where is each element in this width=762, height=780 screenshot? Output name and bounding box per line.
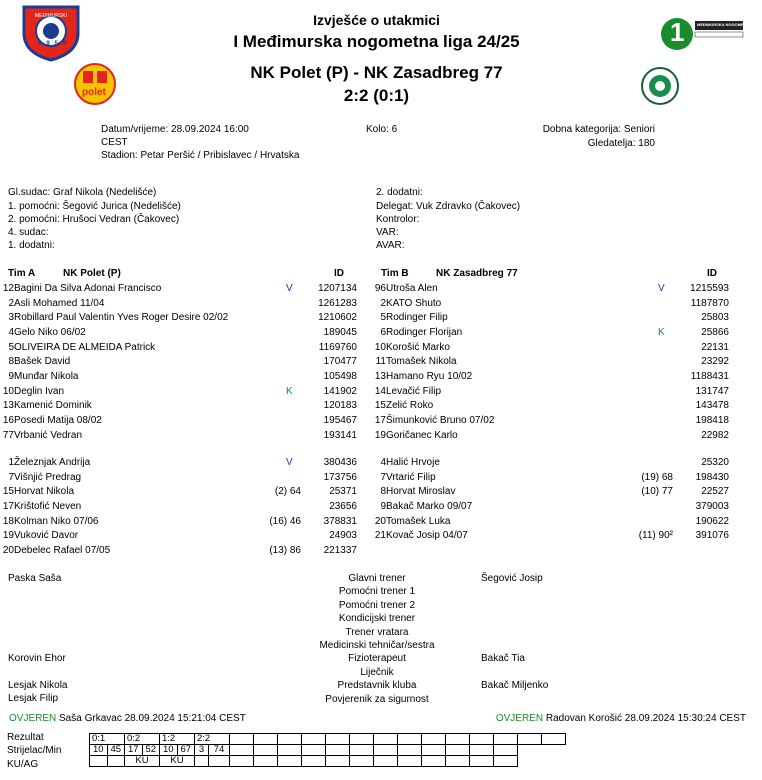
player-name: Krištofić Neven <box>14 501 82 513</box>
svg-text:MEĐIMURSKI: MEĐIMURSKI <box>35 13 67 19</box>
team-a-id-header: ID <box>334 268 344 279</box>
score-cell <box>494 734 518 745</box>
player-number: 96 <box>374 283 386 294</box>
score-cell <box>326 734 350 745</box>
player-row <box>0 399 359 412</box>
player-id: 22982 <box>701 429 729 441</box>
player-number: 5 <box>8 341 14 353</box>
player-id: 195467 <box>323 415 357 427</box>
player-id: 189045 <box>323 327 357 339</box>
player-number: 17 <box>374 415 386 427</box>
official-line: Delegat: Vuk Zdravko (Čakovec) <box>376 201 521 212</box>
verified-by: Radovan Korošić 28.09.2024 15:30:24 CEST <box>545 713 746 724</box>
scorer-cell: 17 <box>125 745 143 756</box>
scorer-cell: 74 <box>208 745 229 756</box>
scorer-cell: 10 <box>160 745 178 756</box>
player-row <box>366 500 731 513</box>
team-b-label: Tim B <box>381 268 409 279</box>
substitution-info: (13) 86 <box>269 545 301 557</box>
player-name: Železnjak Andrija <box>14 457 91 468</box>
player-name: KATO Shuto <box>386 297 442 309</box>
assoc-logo-year: 1959 <box>38 41 72 47</box>
team-a-security-officer: Lesjak Filip <box>8 693 59 704</box>
scorer-cell: 52 <box>142 745 160 756</box>
player-name: Tomašek Luka <box>386 515 451 527</box>
player-row <box>0 311 359 324</box>
score-cell <box>278 734 302 745</box>
player-id: 193141 <box>323 429 357 441</box>
player-id: 143478 <box>695 400 729 412</box>
player-row <box>0 485 359 498</box>
player-name: Tomašek Nikola <box>386 356 457 368</box>
player-id: 23656 <box>329 501 357 513</box>
player-id: 378831 <box>323 515 357 527</box>
player-id: 190622 <box>695 515 729 527</box>
staff-role-label: Predstavnik kluba <box>337 680 417 692</box>
player-name: Zelić Roko <box>386 400 434 412</box>
team-a-club-rep: Lesjak Nikola <box>8 680 68 691</box>
score-cell: 1:2 <box>160 734 195 745</box>
team-a-name: NK Polet (P) <box>63 268 121 279</box>
report-title: Izvješće o utakmici <box>313 12 440 28</box>
verification-right <box>496 713 746 724</box>
player-name: Goričanec Karlo <box>386 429 458 441</box>
player-number: 8 <box>8 356 14 368</box>
player-name: Halić Hrvoje <box>386 457 440 468</box>
captain-mark: K <box>286 385 293 397</box>
player-number: 77 <box>2 429 14 441</box>
cards-label: KU/AG <box>7 759 39 770</box>
player-number: 8 <box>380 486 386 498</box>
player-row <box>0 529 359 542</box>
match-title: NK Polet (P) - NK Zasadbreg 77 <box>250 63 503 82</box>
score-row <box>90 734 566 745</box>
player-number: 14 <box>374 385 386 397</box>
score-cell: 2:2 <box>195 734 230 745</box>
player-number: 9 <box>8 371 14 383</box>
player-id: 1215593 <box>690 283 729 294</box>
player-id: 198430 <box>695 471 729 483</box>
player-name: Bašek David <box>14 356 71 368</box>
scorer-row <box>90 745 566 756</box>
score-cell: 0:2 <box>125 734 160 745</box>
card-cell: KU <box>125 756 160 767</box>
player-row <box>0 471 359 484</box>
player-id: 1169760 <box>318 341 357 353</box>
staff-role-label: Fizioterapeut <box>348 653 406 665</box>
official-line: AVAR: <box>376 240 405 251</box>
player-number: 15 <box>374 400 386 412</box>
results-table <box>89 733 566 767</box>
player-row <box>0 515 359 528</box>
player-number: 4 <box>8 327 14 339</box>
score-cell <box>374 734 398 745</box>
player-name: Deglin Ivan <box>14 385 65 397</box>
score-cell <box>470 734 494 745</box>
player-name: Rodinger Florijan <box>386 327 463 339</box>
goalkeeper-mark: V <box>658 283 665 294</box>
player-row <box>366 399 731 412</box>
player-id: 22131 <box>701 341 729 353</box>
player-row <box>0 500 359 513</box>
player-number: 5 <box>380 312 386 324</box>
official-line: 2. dodatni: <box>376 187 423 198</box>
polet-logo-text: polet <box>82 87 106 98</box>
official-line: VAR: <box>376 227 399 238</box>
score-cell <box>542 734 566 745</box>
player-row <box>366 297 731 310</box>
score-cell <box>518 734 542 745</box>
player-name: Bakač Marko 09/07 <box>386 501 473 513</box>
player-number: 4 <box>380 457 386 468</box>
player-name: Višnjić Predrag <box>14 471 82 483</box>
captain-mark: K <box>658 327 665 339</box>
player-row <box>366 456 731 469</box>
player-name: Posedi Matija 08/02 <box>14 415 102 427</box>
player-id: 221337 <box>323 545 357 557</box>
card-cell: KU <box>160 756 195 767</box>
team-b-id-header: ID <box>707 268 717 279</box>
player-row <box>366 414 731 427</box>
staff-role-label: Pomoćni trener 2 <box>338 599 416 611</box>
player-number: 3 <box>8 312 14 324</box>
staff-role-label: Pomoćni trener 1 <box>338 586 416 598</box>
scorers-label: Strijelac/Min <box>7 745 62 756</box>
player-row <box>0 429 359 442</box>
player-number: 19 <box>2 530 14 542</box>
player-id: 25320 <box>701 457 729 468</box>
verification-left <box>9 713 246 724</box>
player-number: 17 <box>2 501 14 513</box>
player-row <box>366 282 731 295</box>
player-row <box>366 355 731 368</box>
age-category: Dobna kategorija: Seniori <box>542 124 655 135</box>
player-name: Hamano Ryu 10/02 <box>386 371 473 383</box>
league-logo-text: MEĐIMURSKA NOGOMETNA LIGA <box>697 22 762 27</box>
player-number: 12 <box>2 283 14 294</box>
player-id: 24903 <box>329 530 357 542</box>
player-row <box>0 282 359 295</box>
league-name: I Međimurska nogometna liga 24/25 <box>233 32 520 51</box>
player-number: 18 <box>2 515 14 527</box>
player-id: 120183 <box>323 400 357 412</box>
player-name: Bagini Da Silva Adonai Francisco <box>14 283 162 294</box>
player-id: 25371 <box>329 486 357 498</box>
player-number: 10 <box>374 341 386 353</box>
player-name: Šimunković Bruno 07/02 <box>386 415 495 427</box>
player-row <box>0 341 359 354</box>
player-row <box>0 326 359 339</box>
goalkeeper-mark: V <box>286 457 293 468</box>
player-name: Utroša Alen <box>386 283 438 294</box>
staff-role-label: Trener vratara <box>345 626 409 638</box>
player-name: Vuković Davor <box>14 530 79 542</box>
official-line: 1. dodatni: <box>8 240 55 251</box>
player-name: Vrtarić Filip <box>386 471 436 483</box>
player-name: Kolman Niko 07/06 <box>14 515 99 527</box>
player-row <box>366 326 731 339</box>
team-a-label: Tim A <box>8 268 36 279</box>
player-row <box>366 341 731 354</box>
results-label: Rezultat <box>7 732 44 743</box>
substitution-info: (11) 90² <box>638 530 673 542</box>
scorer-cell: 67 <box>177 745 195 756</box>
player-number: 9 <box>380 501 386 513</box>
player-id: 173756 <box>323 471 357 483</box>
player-name: Horvat Nikola <box>14 486 75 498</box>
score-cell <box>398 734 422 745</box>
player-number: 19 <box>374 429 386 441</box>
verified-status: OVJEREN <box>495 713 544 724</box>
player-id: 1188431 <box>690 371 729 383</box>
substitution-info: (10) 77 <box>641 486 673 498</box>
team-b-physio: Bakač Tia <box>481 653 525 664</box>
player-row <box>366 515 731 528</box>
player-row <box>366 385 731 398</box>
team-a-head-coach: Paska Saša <box>8 573 62 584</box>
player-number: 1 <box>8 457 14 468</box>
team-b-head-coach: Šegović Josip <box>481 573 543 584</box>
player-name: Robillard Paul Valentin Yves Roger Desire 02/02 <box>14 312 229 324</box>
player-number: 16 <box>2 415 14 427</box>
player-row <box>0 355 359 368</box>
player-id: 1210602 <box>318 312 357 324</box>
score-cell <box>302 734 326 745</box>
player-number: 20 <box>2 545 14 557</box>
player-name: Gelo Niko 06/02 <box>14 327 86 339</box>
player-number: 13 <box>2 400 14 412</box>
player-row <box>366 311 731 324</box>
team-a-physio: Korovin Ehor <box>8 653 66 664</box>
player-number: 2 <box>8 297 14 309</box>
spectators: Gledatelja: 180 <box>587 138 655 149</box>
verified-by: Saša Grkavac 28.09.2024 15:21:04 CEST <box>59 713 246 724</box>
player-name: OLIVEIRA DE ALMEIDA Patrick <box>14 341 156 353</box>
match-score: 2:2 (0:1) <box>343 86 410 105</box>
player-name: Levačić Filip <box>386 385 442 397</box>
score-cell <box>422 734 446 745</box>
substitution-info: (2) 64 <box>274 486 301 498</box>
card-row <box>90 756 566 767</box>
player-name: Munđar Nikola <box>14 371 79 383</box>
team-b-name: NK Zasadbreg 77 <box>436 268 518 279</box>
scorer-cell: 45 <box>107 745 125 756</box>
score-cell <box>254 734 278 745</box>
score-cell <box>230 734 254 745</box>
player-row <box>366 471 731 484</box>
player-id: 1261283 <box>318 297 357 309</box>
score-cell: 0:1 <box>90 734 125 745</box>
player-name: Asli Mohamed 11/04 <box>14 297 105 309</box>
player-row <box>0 544 359 557</box>
official-line: Gl.sudac: Graf Nikola (Nedelišće) <box>8 187 157 198</box>
player-row <box>366 370 731 383</box>
player-name: Vrbanić Vedran <box>14 429 83 441</box>
match-datetime: Datum/vrijeme: 28.09.2024 16:00 <box>101 124 249 135</box>
score-cell <box>446 734 470 745</box>
player-number: 10 <box>2 385 14 397</box>
player-id: 131747 <box>695 385 729 397</box>
player-id: 391076 <box>695 530 729 542</box>
verified-status: OVJEREN <box>9 713 57 724</box>
player-id: 170477 <box>323 356 357 368</box>
player-id: 105498 <box>323 371 357 383</box>
official-line: Kontrolor: <box>376 214 420 225</box>
staff-role-label: Kondicijski trener <box>338 613 416 625</box>
player-id: 380436 <box>323 457 357 468</box>
scorer-cell: 10 <box>90 745 108 756</box>
player-row <box>0 456 359 469</box>
player-id: 198418 <box>695 415 729 427</box>
official-line: 1. pomoćni: Šegović Jurica (Nedelišće) <box>8 201 181 212</box>
player-name: Korošić Marko <box>386 341 450 353</box>
staff-role-label: Povjerenik za sigurnost <box>325 693 429 705</box>
scorer-cell: 3 <box>195 745 209 756</box>
score-cell <box>350 734 374 745</box>
match-round: Kolo: 6 <box>366 124 398 135</box>
player-name: Kamenić Dominik <box>14 400 92 412</box>
player-name: Debelec Rafael 07/05 <box>14 545 111 557</box>
player-row <box>0 385 359 398</box>
substitution-info: (19) 68 <box>641 471 673 483</box>
staff-role-label: Glavni trener <box>348 573 406 584</box>
player-number: 2 <box>380 297 386 309</box>
staff-role-label: Liječnik <box>360 666 394 678</box>
substitution-info: (16) 46 <box>269 515 301 527</box>
player-number: 21 <box>374 530 386 542</box>
player-number: 11 <box>375 356 386 368</box>
player-id: 25866 <box>701 327 729 339</box>
player-row <box>366 429 731 442</box>
player-name: Horvat Miroslav <box>386 486 456 498</box>
player-number: 7 <box>8 471 14 483</box>
player-number: 20 <box>374 515 386 527</box>
player-row <box>0 414 359 427</box>
player-id: 1187870 <box>690 297 729 309</box>
official-line: 2. pomoćni: Hrušoci Vedran (Čakovec) <box>8 214 180 225</box>
player-id: 379003 <box>695 501 729 513</box>
player-row <box>366 529 731 542</box>
match-stadium: Stadion: Petar Peršić / Pribislavec / Hrvatska <box>101 150 300 161</box>
goalkeeper-mark: V <box>286 283 293 294</box>
team-b-club-rep: Bakač Miljenko <box>481 680 549 691</box>
player-name: Kovač Josip 04/07 <box>386 530 468 542</box>
official-line: 4. sudac: <box>8 227 49 238</box>
player-row <box>0 370 359 383</box>
player-id: 22527 <box>701 486 729 498</box>
player-row <box>0 297 359 310</box>
player-id: 25803 <box>701 312 729 324</box>
player-number: 7 <box>380 471 386 483</box>
league-logo-number: 1 <box>670 17 685 47</box>
player-id: 1207134 <box>318 283 357 294</box>
player-name: Rodinger Filip <box>386 312 448 324</box>
player-id: 23292 <box>701 356 729 368</box>
player-row <box>366 485 731 498</box>
player-id: 141902 <box>323 385 357 397</box>
player-number: 15 <box>2 486 14 498</box>
player-number: 13 <box>374 371 386 383</box>
staff-role-label: Medicinski tehničar/sestra <box>319 640 435 651</box>
match-timezone: CEST <box>101 137 128 148</box>
player-number: 6 <box>380 327 386 339</box>
